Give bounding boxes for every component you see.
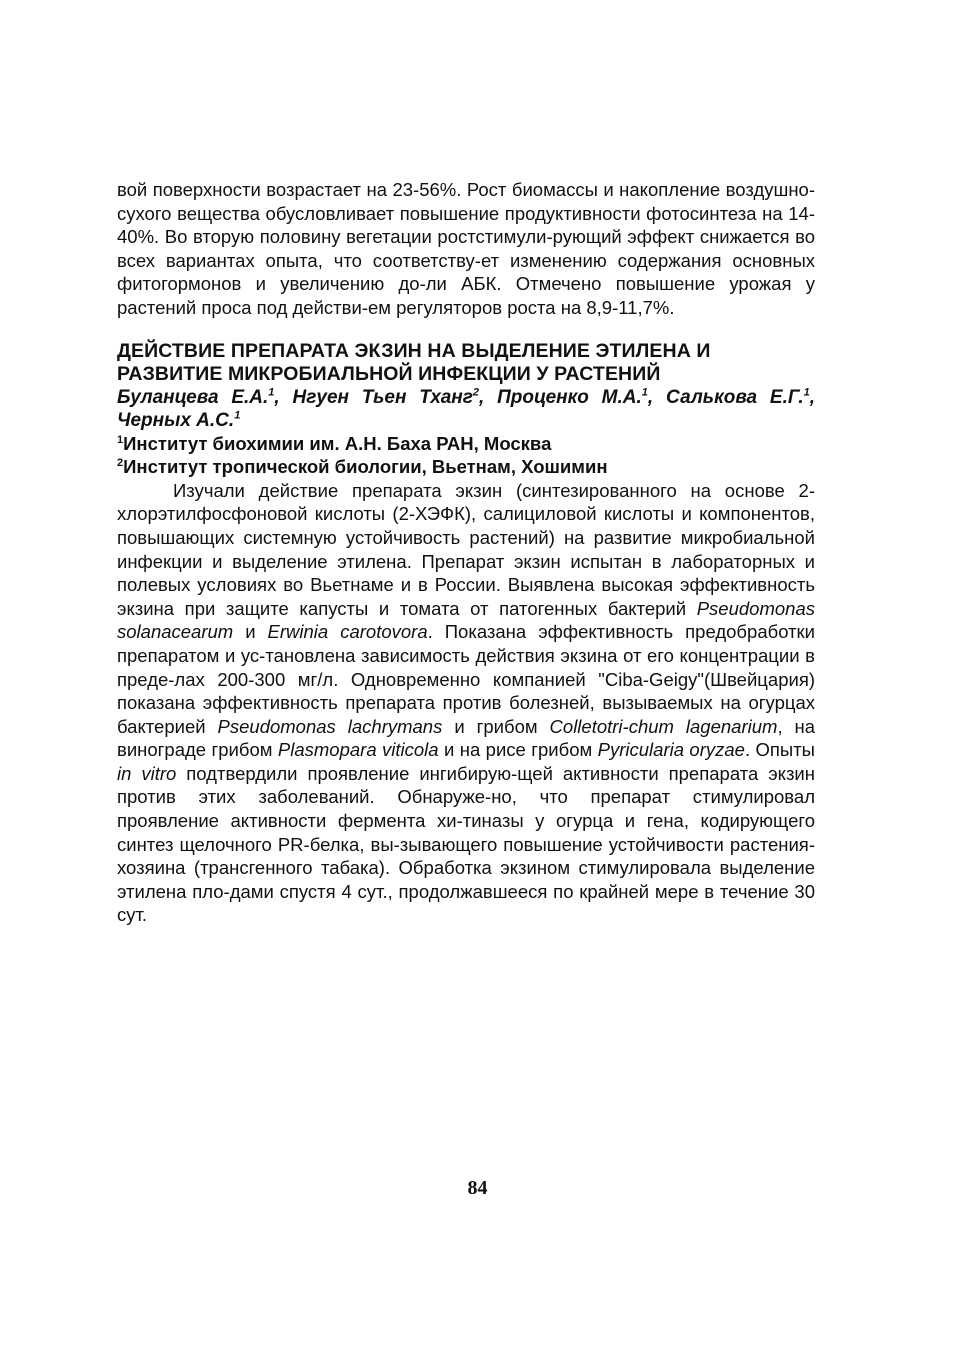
author-separator: , <box>809 386 816 408</box>
author-affiliation-mark: 2 <box>472 386 480 399</box>
page-number: 84 <box>467 1177 488 1199</box>
intro-paragraph: вой поверхности возрастает на 23-56%. Рост биомассы и накопление воздушно-сухого вещества обусловливает повышение продуктивности фотосинтеза на 14-40%. Во вторую половину вегетации ростстимули-рующий эффект снижается во всех вариантах опыта, что соответству-ет изменению содержания основных фитогормонов и увеличению до-ли АБК. Отмечено повышение урожая у растений проса под действи-ем регуляторов роста на 8,9-11,7%. <box>117 179 815 318</box>
author-affiliation-mark: 1 <box>641 386 648 399</box>
affiliation-mark: 1 <box>117 433 124 446</box>
species-name: Pseudomonas solanacearum <box>117 597 815 643</box>
species-name: Pseudomonas lachrymans <box>217 715 443 737</box>
body-text: . Опыты <box>744 739 815 761</box>
affiliation-1 <box>117 432 815 456</box>
author-name: Проценко М.А. <box>497 386 642 408</box>
author-name: Нгуен Тьен Тханг <box>292 386 473 408</box>
body-text: и на рисе грибом <box>438 739 598 761</box>
latin-term: in vitro <box>117 762 177 784</box>
author-separator: , <box>274 386 293 408</box>
author-name: Буланцева Е.А. <box>117 386 269 408</box>
article-title <box>117 340 815 386</box>
author-separator: , <box>647 386 666 408</box>
author-name: Черных А.С. <box>117 409 235 431</box>
species-name: Pyricularia oryzae <box>597 739 745 761</box>
affiliation-text: Институт тропической биологии, Вьетнам, Хошимин <box>123 456 608 478</box>
author-affiliation-mark: 1 <box>268 386 275 399</box>
species-name: Plasmopara viticola <box>277 739 439 761</box>
body-text: Изучали действие препарата экзин (синтезированного на основе 2-хлорэтилфосфоновой кислоты (2-ХЭФК), салициловой кислоты и компонентов, повышающих системную устойчивость растений) на развитие микробиальной инфекции и выделение этилена. Препарат экзин испытан в лабораторных и полевых условиях во Вьетнаме и в России. Выявлена высокая эффективность экзина при защите капусты и томата от патогенных бактерий <box>117 479 815 619</box>
author-list <box>117 386 815 432</box>
author-name: Салькова Е.Г. <box>665 386 804 408</box>
author-separator: , <box>479 386 498 408</box>
species-name: Erwinia carotovora <box>267 621 428 643</box>
affiliation-text: Институт биохимии им. А.Н. Баха РАН, Москва <box>123 432 552 454</box>
species-name: Colletotri-chum lagenarium <box>549 715 778 737</box>
affiliation-mark: 2 <box>117 457 124 469</box>
article-title-line-1: ДЕЙСТВИЕ ПРЕПАРАТА ЭКЗИН НА ВЫДЕЛЕНИЕ ЭТИЛЕНА И <box>117 339 711 362</box>
body-text: , на винограде грибом <box>117 715 816 761</box>
author-affiliation-mark: 1 <box>234 409 241 422</box>
body-text: и грибом <box>442 715 550 737</box>
article-title-line-2: РАЗВИТИЕ МИКРОБИАЛЬНОЙ ИНФЕКЦИИ У РАСТЕНИЙ <box>117 362 661 385</box>
body-text: и <box>233 621 268 643</box>
article-body <box>117 479 815 927</box>
body-text: подтвердили проявление ингибирую-щей активности препарата экзин против этих заболеваний. Обнаруже-но, что препарат стимулировал проявление активности фермента хи-тиназы у огурца и гена, кодирующего синтез щелочного PR-белка, вы-зывающего повышение устойчивости растения-хозяина (трансгенного табака). Обработка экзином стимулировала выделение этилена пло-дами спустя 4 сут., продолжавшееся по крайней мере в течение 30 сут. <box>117 762 815 926</box>
page-content <box>117 178 815 927</box>
author-affiliation-mark: 1 <box>803 386 810 399</box>
affiliation-2 <box>117 455 815 479</box>
body-text: . Показана эффективность предобработки препаратом и ус-тановлена зависимость действия экзина от его концентрации в преде-лах 200-300 мг/л. Одновременно компанией "Ciba-Geigy"(Швейцария) показана эффективность препарата против болезней, вызываемых на огурцах бактерией <box>117 621 815 737</box>
